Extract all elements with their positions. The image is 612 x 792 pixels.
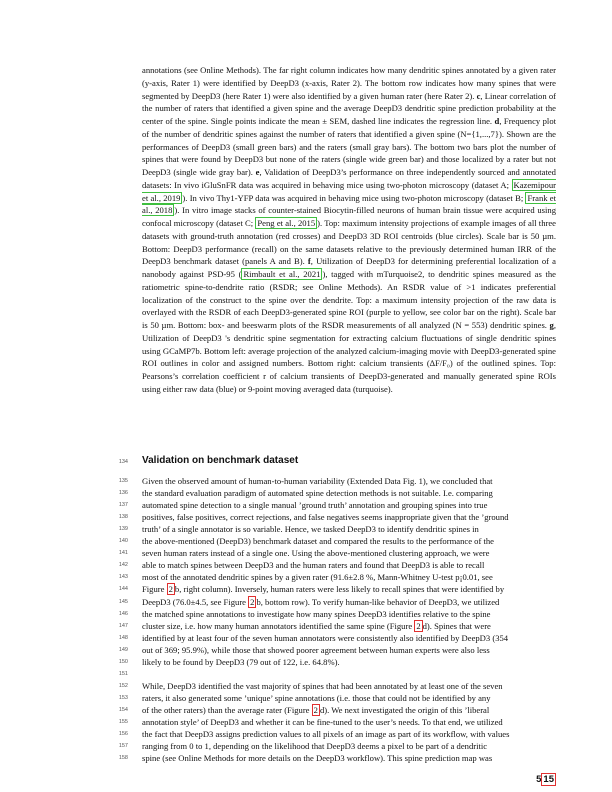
panel-letter: e	[255, 167, 260, 177]
text-span: ). In vitro image stacks of counter-stained Biocytin-filled neurons of human brain tissue were acquired using confocal microscopy (dataset C;	[142, 205, 556, 228]
citation-link[interactable]: Kazemipour et al., 2019	[142, 179, 556, 203]
line-number: 153	[118, 694, 128, 701]
line-number: 134	[118, 459, 128, 465]
body-line	[142, 656, 556, 668]
text-span: ), tagged with mTurquoise2, to dendritic spines measured as the ratiometric spine-to-dendrite ratio (RSDR; see Online Methods). An RSDR value of >1 indicates preferential localization of the construct to the spine over the dendrite. Top: a maximum intensity projection of the raw data is overlayed with the RSDR of each DeepD3-generated spine ROI (purple to yellow, see color bar on the right). Scale bar is 50 µm. Bottom: box- and beeswarm plots of the RSDR measurements of all analyzed (N = 553) dendritic spines.	[142, 269, 556, 330]
body-line	[142, 680, 556, 692]
citation-link[interactable]: Peng et al., 2015	[257, 218, 316, 228]
line-number: 151	[118, 670, 128, 677]
text-span: able to match spines between DeepD3 and the human raters and found that DeepD3 is able to recall	[142, 560, 485, 571]
body-line	[142, 487, 556, 499]
body-line	[142, 523, 556, 535]
line-number: 138	[118, 514, 128, 521]
text-span: , Utilization of DeepD3 for determining preferential localization of a nanobody against PSD-95 (	[142, 256, 556, 279]
text-span: , Utilization of DeepD3 's dendritic spine segmentation for extracting calcium fluctuations of single dendritic spines using GCaMP7b. Bottom left: average projection of the analyzed calcium-imaging movie with DeepD3-generated spine ROI outlines in color and assigned numbers. Bottom right: calcium transients (∆F/F₀) of the outlined spines. Top: Pearsons’s correlation coefficient r of calcium transients of DeepD3-generated and manually generated spine ROIs using either raw data (blue) or 9-point moving averaged data (turquoise).	[142, 320, 556, 394]
text-span: b, bottom row). To verify human-like behavior of DeepD3, we utilized	[256, 596, 500, 607]
text-span: most of the annotated dendritic spines by a given rater (91.6±2.8 %, Mann-Whitney U-test p¡0.01, see	[142, 572, 493, 583]
line-number: 150	[118, 658, 128, 665]
body-line	[142, 704, 556, 716]
panel-letter: g	[549, 320, 554, 330]
body-line	[142, 752, 556, 764]
figure-link[interactable]: 2	[416, 620, 421, 631]
text-span: of the other raters) than the average rater (Figure	[142, 704, 312, 715]
body-line	[142, 608, 556, 620]
page-number	[536, 774, 556, 785]
text-span: ranging from 0 to 1, depending on the likelihood that DeepD3 deems a pixel to be part of a dendritic	[142, 741, 488, 752]
text-span: While, DeepD3 identified the vast majority of spines that had been annotated by at least one of the seven	[142, 680, 503, 691]
line-number: 144	[118, 586, 128, 593]
figure-caption	[142, 64, 556, 396]
line-number: 142	[118, 562, 128, 569]
body-line	[142, 644, 556, 656]
body-line	[142, 511, 556, 523]
line-number: 146	[118, 610, 128, 617]
page-total[interactable]: 15	[543, 774, 554, 785]
figure-link[interactable]: 2	[313, 704, 318, 715]
text-span: DeepD3 (76.0±4.5, see Figure	[142, 596, 249, 607]
text-span: annotation style’ of DeepD3 and whether it can be fine-tuned to the user’s needs. To that end, we utilized	[142, 717, 503, 727]
line-number: 157	[118, 743, 128, 750]
line-number: 143	[118, 574, 128, 581]
text-span: the standard evaluation paradigm of automated spine detection methods is not suitable. I.e. comparing	[142, 488, 493, 499]
text-span: Figure	[142, 584, 167, 595]
text-span: d). We next investigated the origin of this ’liberal	[319, 704, 490, 715]
line-number: 141	[118, 550, 128, 557]
text-span: annotations (see Online Methods). The far right column indicates how many dendritic spines annotated by a given rater (y-axis, Rater 1) were identified by DeepD3 (x-axis, Rater 2). The bottom row indicates how many spines that were segmented by DeepD3 (here Rater 1) were also identified by a given human rater (here Rater 2).	[142, 65, 556, 101]
line-number: 140	[118, 538, 128, 545]
line-number: 145	[118, 598, 128, 605]
text-span: , Validation of DeepD3’s performance on three independently sourced and annotated datasets: In vivo iGluSnFR data was acquired in behaving mice using two-photon microscopy (dataset A;	[142, 167, 556, 190]
text-span: d). Spines that were	[422, 620, 491, 631]
body-line	[142, 571, 556, 583]
body-line	[142, 596, 556, 608]
line-number: 148	[118, 634, 128, 641]
citation-link[interactable]: Rimbault et al., 2021	[243, 269, 321, 279]
text-span: positives, false positives, correct rejections, and false negatives seems inappropriate given that the ’ground	[142, 512, 509, 523]
text-span: Given the observed amount of human-to-human variability (Extended Data Fig. 1), we concluded that	[142, 476, 493, 486]
line-number: 152	[118, 682, 128, 689]
body-line	[142, 716, 556, 728]
text-span: seven human raters instead of a single one. Using the above-mentioned clustering approach, we were	[142, 548, 490, 559]
page-current: 5	[536, 774, 542, 785]
body-line	[142, 632, 556, 644]
figure-link[interactable]: 2	[168, 584, 173, 595]
text-span: out of 369; 95.9%), while those that showed poorer agreement between human experts were also less	[142, 644, 490, 655]
text-span: b, right column). Inversely, human raters were less likely to recall spines that were identified by	[174, 584, 505, 595]
body-line	[142, 728, 556, 740]
line-number: 147	[118, 622, 128, 629]
panel-letter: f	[307, 256, 311, 267]
body-line	[142, 620, 556, 632]
line-number: 155	[118, 719, 128, 725]
line-number: 158	[118, 755, 128, 762]
text-span: , Linear correlation of the number of raters that identified a given spine and the average DeepD3 dendritic spine prediction probability at the center of the spine. Single points indicate the mean ± SEM, dashed line indicates the regression line.	[142, 90, 556, 126]
body-line	[142, 499, 556, 511]
line-number: 156	[118, 731, 128, 738]
text-span: the above-mentioned (DeepD3) benchmark dataset and compared the results to the performance of the	[142, 536, 494, 547]
text-span: raters, it also generated some ’unique’ spine annotations (i.e. those that could not be identified by any	[142, 692, 491, 703]
text-span: spine (see Online Methods for more details on the DeepD3 workflow). This spine prediction map was	[142, 753, 493, 764]
line-number: 135	[118, 478, 128, 484]
line-number: 136	[118, 490, 128, 497]
text-span: automated spine detection to a single manual ’ground truth’ annotation and grouping spines into true	[142, 500, 488, 511]
text-span: truth’ of a single annotator is so variable. Hence, we tasked DeepD3 to identify dendritic spines in	[142, 524, 479, 535]
line-number: 139	[118, 526, 128, 533]
text-span: ). Top: maximum intensity projections of example images of all three datasets with ground-truth annotation (red crosses) and DeepD3 3D ROI centroids (blue circles). Scale bar is 50 µm. Bottom: DeepD3 performance (recall) on the same datasets relative to the previously determined human IRR of the DeepD3 benchmark dataset (panels A and B).	[142, 218, 556, 267]
panel-letter: c	[476, 90, 481, 101]
text-span: cluster size, i.e. how many human annotators identified the same spine (Figure	[142, 620, 415, 631]
text-span: the matched spine annotations to investigate how many spines DeepD3 identifies relative to the spine	[142, 608, 491, 619]
text-span: the fact that DeepD3 assigns prediction values to all pixels of an image as part of its workflow, with values	[142, 729, 510, 740]
section-heading: Validation on benchmark dataset	[142, 455, 299, 466]
line-number: 149	[118, 646, 128, 653]
body-line	[142, 535, 556, 547]
citation-link[interactable]: Frank et al., 2018	[142, 192, 557, 216]
line-number: 137	[118, 502, 128, 509]
line-number: 154	[118, 706, 128, 713]
text-span: identified by at least four of the seven human annotators were consistently also identified by DeepD3 (354	[142, 632, 509, 643]
body-line	[142, 547, 556, 559]
text-span: likely to be found by DeepD3 (79 out of 122, i.e. 64.8%).	[142, 656, 340, 667]
text-span: , Frequency plot of the number of dendritic spines against the number of raters that identified a given spine (N={1,...,7}). Shown are the performances of DeepD3 (small green bars) and the raters (small gray bars). The bottom two bars plot the number of spines that were found by DeepD3 but none of the raters (single wide green bar) and those localized by a rater but not DeepD3 (single wide gray bar).	[142, 116, 556, 177]
body-line	[142, 740, 556, 752]
body-line	[142, 692, 556, 704]
body-line	[142, 475, 556, 487]
panel-letter: d	[494, 116, 500, 126]
body-line	[142, 559, 556, 571]
text-span: ). In vivo Thy1-YFP data was acquired in behaving mice using two-photon microscopy (dataset B;	[182, 192, 526, 203]
body-line	[142, 583, 556, 595]
figure-link[interactable]: 2	[250, 596, 255, 607]
